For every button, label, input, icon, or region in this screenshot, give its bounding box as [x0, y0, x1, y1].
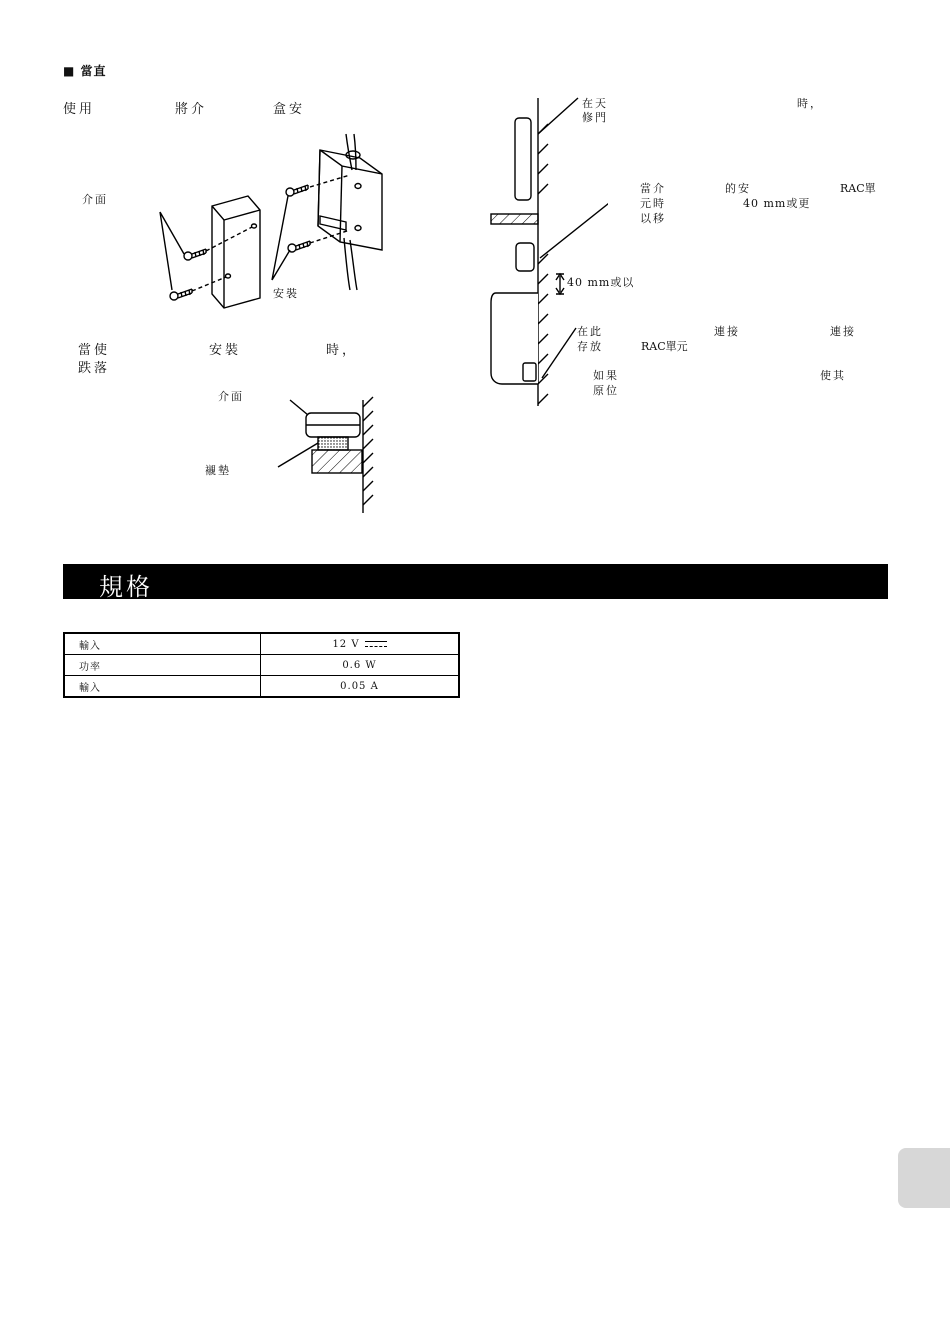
- label-interface-2: 介面: [218, 390, 244, 403]
- instruction-line-2a: 當使: [78, 343, 111, 358]
- table-row: [64, 676, 459, 698]
- wall-mount-illustration: [488, 88, 608, 408]
- table-row: [64, 633, 459, 655]
- note-4e: RAC單元: [641, 340, 688, 353]
- pad-illustration: [270, 395, 385, 517]
- note-2a: 當介: [640, 182, 666, 195]
- instruction-line-2c: 時，: [326, 343, 359, 358]
- instruction-line-2b: 安裝: [209, 343, 242, 358]
- spec-value-cell: [261, 633, 460, 655]
- spec-label: 輸入: [64, 676, 261, 698]
- table-row: [64, 655, 459, 676]
- note-5a: 如果: [593, 369, 619, 382]
- instruction-line-1a: 使用: [63, 102, 96, 117]
- note-4c: 連接: [830, 325, 856, 338]
- clearance-label: 40 mm或以: [567, 276, 635, 289]
- instruction-line-1c: 盒安: [273, 102, 306, 117]
- note-5c: 原位: [593, 384, 619, 397]
- spec-table: [63, 632, 460, 698]
- note-5b: 使其: [820, 369, 846, 382]
- note-1b: 時，: [797, 97, 823, 110]
- note-2f: 以移: [640, 212, 666, 225]
- spec-value: 12 V: [332, 638, 360, 650]
- note-2c: RAC單: [840, 182, 876, 195]
- spec-value: 0.05 A: [261, 676, 460, 698]
- note-2b: 的安: [725, 182, 751, 195]
- instruction-line-1b: 將介: [175, 102, 208, 117]
- note-1a: 在天: [582, 97, 608, 110]
- note-4a: 在此: [577, 325, 603, 338]
- instruction-line-2d: 跌落: [78, 361, 111, 376]
- note-2d: 元時: [640, 197, 666, 210]
- note-2e: 40 mm或更: [743, 197, 811, 210]
- label-interface: 介面: [82, 193, 108, 206]
- mounting-illustration: [150, 130, 390, 310]
- spec-label: 功率: [64, 655, 261, 676]
- note-4d: 存放: [577, 340, 603, 353]
- note-1c: 修門: [582, 111, 608, 124]
- note-4b: 連接: [714, 325, 740, 338]
- spec-title: 規格: [99, 573, 153, 601]
- spec-value: 0.6 W: [261, 655, 460, 676]
- label-pad: 襯墊: [205, 464, 231, 477]
- page-edge-tab: [898, 1148, 950, 1208]
- spec-label: 輸入: [64, 633, 261, 655]
- section-heading: ■ 當直: [63, 64, 107, 78]
- dc-symbol-icon: [365, 640, 387, 649]
- label-install: 安裝: [273, 287, 299, 300]
- spec-section-bar: [63, 564, 888, 599]
